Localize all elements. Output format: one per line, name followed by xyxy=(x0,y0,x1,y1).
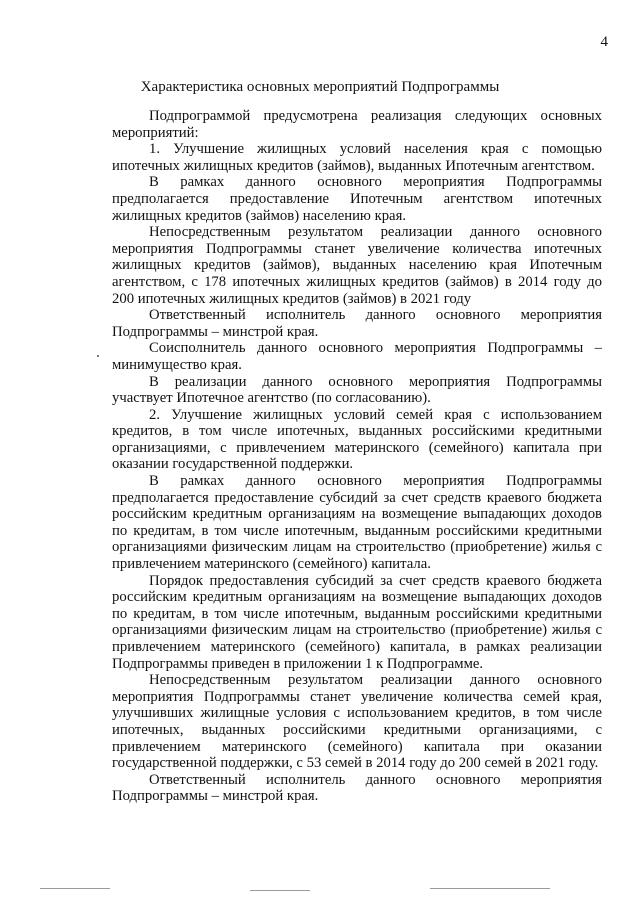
section-title: Характеристика основных мероприятий Подпрограммы xyxy=(140,79,500,95)
scan-speck xyxy=(97,355,99,357)
paragraph-measure-2: 2. Улучшение жилищных условий семей края с использованием кредитов, в том числе ипотечных, выданных российскими кредитными организациями, с привлечением материнского (семейного) капитала при оказании государственной поддержки. xyxy=(112,406,602,473)
scan-line-bottom-mid xyxy=(250,890,310,891)
paragraph-measure-1-participant: В реализации данного основного мероприятия Подпрограммы участвует Ипотечное агентство (по согласованию). xyxy=(112,373,602,407)
paragraph-measure-2-result: Непосредственным результатом реализации данного основного мероприятия Подпрограммы станет увеличение количества семей края, улучшивших жилищные условия с использованием кредитов, в том числе ипотечных, выданных российскими кредитными организациями, с привлечением материнского (семейного) капитала при оказании государственной поддержки, с 53 семей в 2014 году до 200 семей в 2021 году. xyxy=(112,672,602,772)
paragraph-measure-2-responsible: Ответственный исполнитель данного основного мероприятия Подпрограммы – минстрой края. xyxy=(112,771,602,805)
body-text xyxy=(112,108,602,805)
paragraph-intro: Подпрограммой предусмотрена реализация следующих основных мероприятий: xyxy=(112,108,602,141)
scan-line-bottom-left xyxy=(40,888,110,889)
scan-line-bottom-right xyxy=(430,888,550,889)
paragraph-measure-1-scope: В рамках данного основного мероприятия Подпрограммы предполагается предоставление Ипотечным агентством ипотечных жилищных кредитов (займов) населению края. xyxy=(112,174,602,224)
paragraph-measure-1-result: Непосредственным результатом реализации данного основного мероприятия Подпрограммы станет увеличение количества ипотечных жилищных кредитов (займов), выданных населению края Ипотечным агентством, с 178 ипотечных жилищных кредитов (займов) в 2014 году до 200 ипотечных жилищных кредитов (займов) в 2021 году xyxy=(112,224,602,307)
paragraph-measure-2-procedure: Порядок предоставления субсидий за счет средств краевого бюджета российским кредитным организациям на возмещение выпадающих доходов по кредитам, в том числе ипотечным, выданным российскими кредитными организациями физическим лицам на строительство (приобретение) жилья с привлечением материнского (семейного) капитала, в рамках реализации Подпрограммы приведен в приложении 1 к Подпрограмме. xyxy=(112,572,602,672)
page-number: 4 xyxy=(600,34,608,50)
paragraph-measure-2-scope: В рамках данного основного мероприятия Подпрограммы предполагается предоставление субсидий за счет средств краевого бюджета российским кредитным организациям на возмещение выпадающих доходов по кредитам, в том числе ипотечным, выданным российскими кредитными организациями физическим лицам на строительство (приобретение) жилья с привлечением материнского (семейного) капитала. xyxy=(112,473,602,573)
paragraph-measure-1: 1. Улучшение жилищных условий населения края с помощью ипотечных жилищных кредитов (займов), выданных Ипотечным агентством. xyxy=(112,141,602,174)
paragraph-measure-1-responsible: Ответственный исполнитель данного основного мероприятия Подпрограммы – минстрой края. xyxy=(112,307,602,340)
paragraph-measure-1-coexecutor: Соисполнитель данного основного мероприятия Подпрограммы – минимущество края. xyxy=(112,340,602,373)
